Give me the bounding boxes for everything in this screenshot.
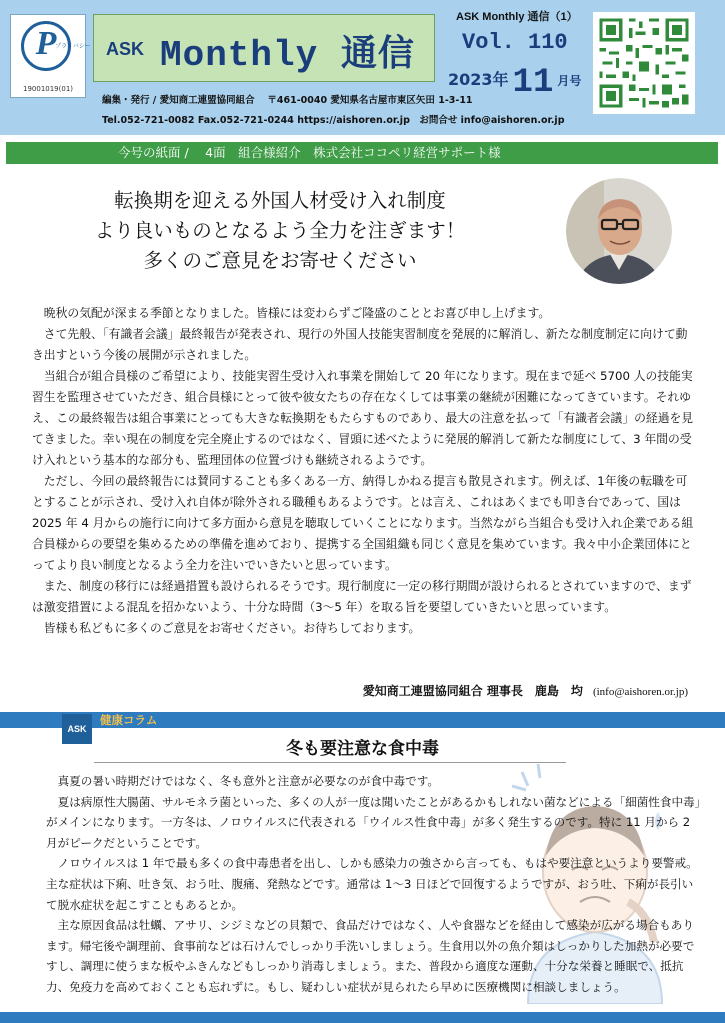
footer-bar [0,1012,725,1023]
column-paragraph: 夏は病原性大腸菌、サルモネラ菌といった、多くの人が一度は聞いたことがあるかもしれない菌などによる「細菌性食中毒」がメインになります。一方冬は、ノロウイルスに代表される「ウイルス性食中毒」が多く発生するのです。特に 11 月から 2 月がピークだということです。 [46,794,701,850]
title-prefix: ASK [106,39,145,59]
issue-year: 2023年 [448,70,509,89]
health-column-label: 健康コラム [100,713,158,727]
health-column-title: 冬も要注意な食中毒 [286,739,439,759]
volume-number: Vol. 110 [462,30,568,55]
issue-date [448,58,582,102]
article-paragraph: 当組合が組合員様のご希望により、技能実習生受け入れ事業を開始して 20 年になります。現在まで延べ 5700 人の技能実習生を監理させていただき、組合員様にとって彼や彼女たちの存在なくしては事業の継続が困難になってきています。それゆえ、この最終報告は組合事業にとっても大きな転換期をもたらすものであり、最大の注意を払って「有識者会議」の経過を見てきました。幸い現在の制度を完全廃止するのではなく、冒頭に述べたように発展的解消して新たな制度にして、3 年間の受け入れという基本的な部分も、監理団体の位置づけも継続されるようです。 [32,369,694,467]
privacy-mark-letter: P [35,25,57,62]
article-paragraph: 晩秋の気配が深まる季節となりました。皆様には変わらずご隆盛のこととお喜び申し上げます。 [43,306,551,320]
article-paragraph: さて先般、「有識者会議」最終報告が発表され、現行の外国人技能実習制度を発展的に解消し、新たな制度制定に向けて動き出すという今後の展開が示されました。 [32,327,688,362]
issue-month-suffix: 月号 [557,74,582,88]
qr-code[interactable] [593,12,695,114]
column-paragraph: ノロウイルスは 1 年で最も多くの食中毒患者を出し、しかも感染力の強さから言っても、もはや要注意というより要警戒。主な症状は下痢、吐き気、おう吐、腹痛、発熱などです。通常は 1～3 日ほどで回復するようですが、おう吐、下痢が長引いて脱水症状を起こすこともあるとか。 [46,856,698,912]
headline-line-2: より良いものとなるよう全力を注ぎます！ [94,219,466,242]
article-body [32,303,698,639]
contents-bar: 今号の紙面 / 4面 組合様紹介 株式会社ココペリ経営サポート様 [6,142,718,164]
article-paragraph: ただし、今回の最終報告には賛同することも多くある一方、納得しかねる提言も散見されます。例えば、1年後の転職を可とすることが示され、受け入れ自体が除外される職種もあるようです。とは言え、これはあくまでも叩き台であって、国は 2025 年 4 月からの施行に向けて多方面から意見を聴取していくことになります。当然ながら当組合も受け入れ企業である組合員様からの要望を集めるための準備を進めており、提携する全国組織も同じく意見を集めています。我々中小企業団体にとってより良い制度となるよう全力を注いでいきたいと思っています。 [32,474,694,572]
header [0,0,725,135]
chairman-portrait [566,178,672,284]
ask-badge: ASK [62,714,92,744]
article-paragraph: 皆様も私どもに多くのご意見をお寄せください。お待ちしております。 [43,621,421,635]
column-paragraph: 真夏の暑い時期だけではなく、冬も意外と注意が必要なのが食中毒です。 [57,774,440,788]
issue-month: 11 [512,64,554,102]
privacy-mark-tag: プライバシー [55,43,91,50]
article-signature [300,682,688,699]
newsletter-title-box [93,14,435,82]
headline-line-1: 転換期を迎える外国人材受け入れ制度 [114,189,446,212]
health-column-body [46,771,702,998]
newsletter-title: Monthly 通信 [160,35,415,76]
issue-label: ASK Monthly 通信（1） [456,11,578,23]
signature-email: (info@aishoren.or.jp) [592,686,688,698]
contact-info: Tel.052-721-0082 Fax.052-721-0244 https://aishoren.or.jp お問合せ info@aishoren.or.jp [102,115,565,126]
privacy-mark-logo [10,14,91,98]
publisher-address: 編集・発行 / 愛知商工連盟協同組合 〒461-0040 愛知県名古屋市東区矢田 1-3-11 [102,95,473,106]
headline-line-3: 多くのご意見をお寄せください [143,249,417,272]
signature-name: 愛知商工連盟協同組合 理事長 鹿島 均 [362,684,583,698]
privacy-mark-number: 19001019(01) [23,85,73,93]
article-paragraph: また、制度の移行には経過措置も設けられるそうです。現行制度に一定の移行期間が設けられるとされていますので、まずは激変措置による混乱を招かないよう、十分な時間（3～5 年）を取る旨を要望していきたいと思っています。 [32,579,692,614]
article-headline [0,186,560,276]
column-paragraph: 主な原因食品は牡蠣、アサリ、シジミなどの貝類で、食品だけではなく、人や食器などを経由して感染が広がる場合もあります。帰宅後や調理前、食事前などは石けんでしっかり手洗いしましょう。生食用以外の魚介類はしっかりした加熱が必要ですし、調理に使うまな板やふきんなどもしっかり消毒しましょう。また、普段から適度な運動、十分な栄養と睡眠で、抵抗力、免疫力を高めておくことも忘れずに。もし、疑わしい症状が見られたら早めに医療機関に相談しましょう。 [46,918,695,994]
